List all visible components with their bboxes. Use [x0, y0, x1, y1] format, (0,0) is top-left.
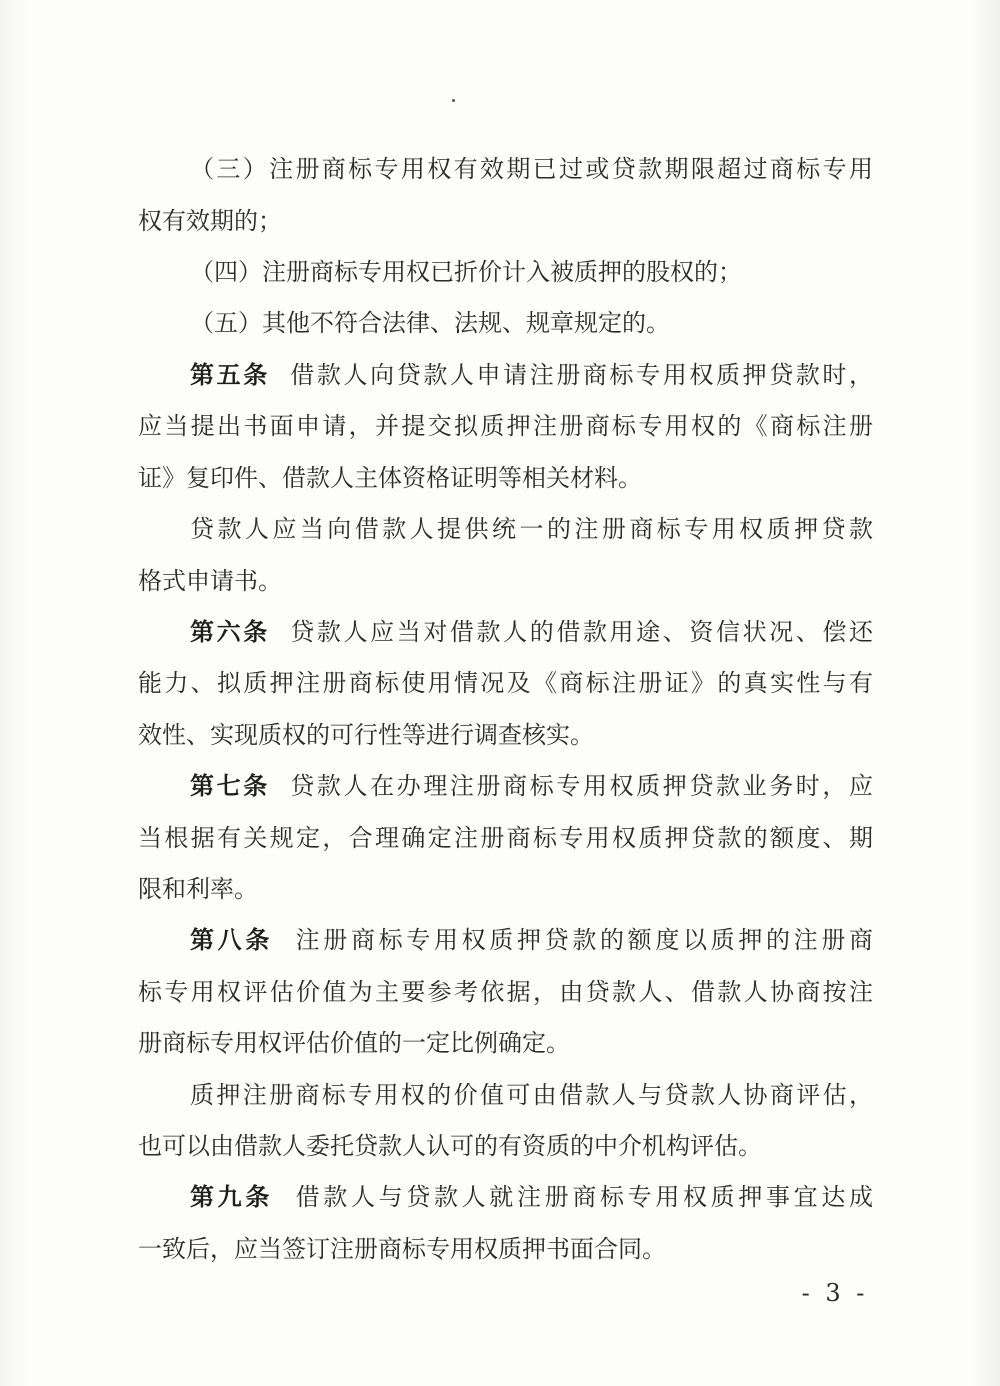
- article-heading: 第五条: [190, 361, 270, 389]
- line-12: [138, 717, 873, 753]
- article-heading: 第八条: [190, 926, 274, 954]
- line-13: [138, 768, 873, 804]
- clause-text: 权有效期的；: [138, 207, 282, 235]
- article-text: 也可以由借款人委托贷款人认可的有资质的中介机构评估。: [138, 1132, 762, 1160]
- line-22: [138, 1231, 873, 1267]
- line-11: [138, 665, 873, 701]
- article-text: 贷款人应当对借款人的借款用途、资信状况、偿还: [290, 618, 873, 646]
- line-3: [138, 254, 873, 290]
- line-2: [138, 203, 873, 239]
- article-text: 质押注册商标专用权的价值可由借款人与贷款人协商评估，: [190, 1081, 873, 1109]
- article-text: 限和利率。: [138, 875, 258, 903]
- article-heading: 第七条: [190, 772, 270, 800]
- clause-text: （五）其他不符合法律、法规、规章规定的。: [190, 309, 670, 337]
- line-14: [138, 820, 873, 856]
- article-text: 效性、实现质权的可行性等进行调查核实。: [138, 721, 594, 749]
- line-7: [138, 460, 873, 496]
- line-6: [138, 408, 873, 444]
- line-4: [138, 305, 873, 341]
- article-text: 一致后，应当签订注册商标专用权质押书面合同。: [138, 1235, 666, 1263]
- article-text: 证》复印件、借款人主体资格证明等相关材料。: [138, 464, 642, 492]
- line-1: [138, 151, 873, 187]
- article-text: 贷款人应当向借款人提供统一的注册商标专用权质押贷款: [190, 515, 873, 543]
- article-text: 能力、拟质押注册商标使用情况及《商标注册证》的真实性与有: [138, 669, 873, 697]
- article-text: 注册商标专用权质押贷款的额度以质押的注册商: [295, 926, 873, 954]
- line-16: [138, 922, 873, 958]
- article-heading: 第六条: [190, 618, 270, 646]
- line-9: [138, 563, 873, 599]
- line-21: [138, 1179, 873, 1215]
- article-text: 应当提出书面申请，并提交拟质押注册商标专用权的《商标注册: [138, 412, 873, 440]
- line-20: [138, 1128, 873, 1164]
- line-8: [138, 511, 873, 547]
- article-text: 标专用权评估价值为主要参考依据，由贷款人、借款人协商按注: [138, 978, 873, 1006]
- article-text: 格式申请书。: [138, 567, 282, 595]
- article-text: 册商标专用权评估价值的一定比例确定。: [138, 1029, 570, 1057]
- article-text: 借款人与贷款人就注册商标专用权质押事宜达成: [295, 1183, 873, 1211]
- article-heading: 第九条: [190, 1183, 274, 1211]
- line-19: [138, 1077, 873, 1113]
- line-15: [138, 871, 873, 907]
- scan-speck: [452, 99, 455, 102]
- article-text: 贷款人在办理注册商标专用权质押贷款业务时，应: [290, 772, 873, 800]
- line-10: [138, 614, 873, 650]
- article-text: 当根据有关规定，合理确定注册商标专用权质押贷款的额度、期: [138, 824, 873, 852]
- article-text: 借款人向贷款人申请注册商标专用权质押贷款时，: [290, 361, 873, 389]
- clause-text: （三）注册商标专用权有效期已过或贷款期限超过商标专用: [190, 155, 873, 183]
- line-18: [138, 1025, 873, 1061]
- page-number: - 3 -: [801, 1279, 869, 1307]
- line-5: [138, 357, 873, 393]
- clause-text: （四）注册商标专用权已折价计入被质押的股权的；: [190, 258, 742, 286]
- line-17: [138, 974, 873, 1010]
